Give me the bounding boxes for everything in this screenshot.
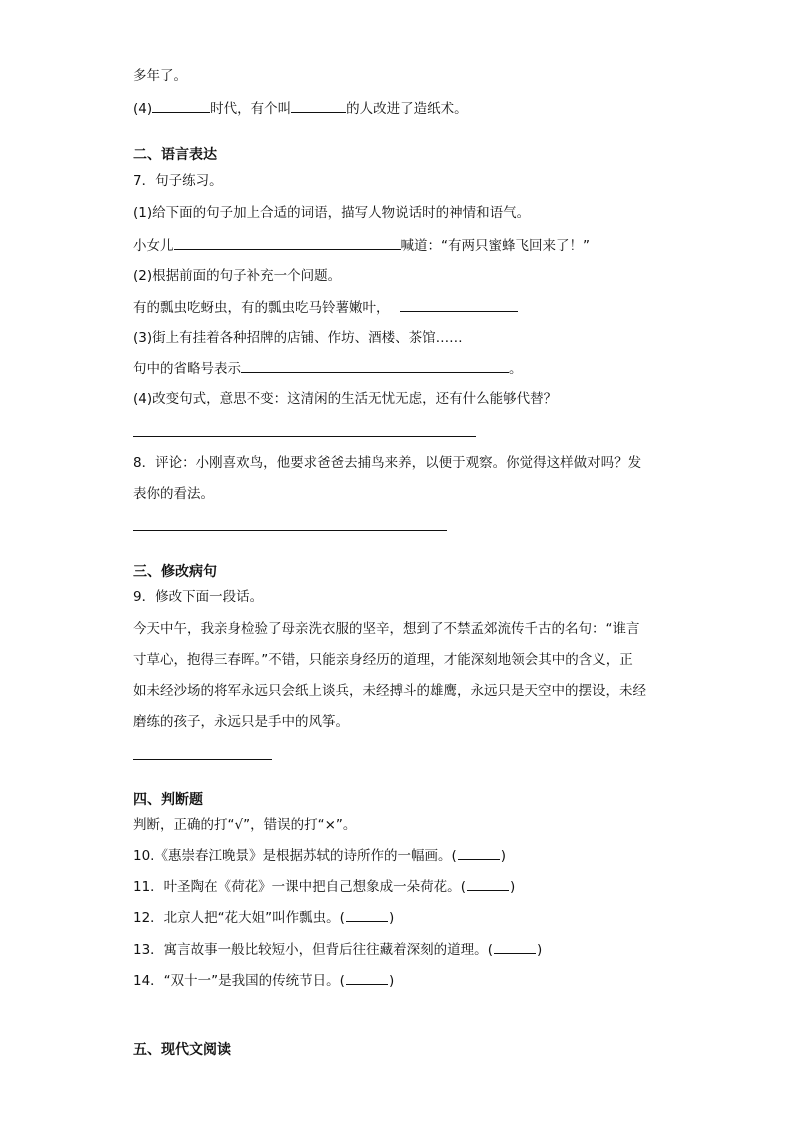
paragraph-line: 磨练的孩子，永远只是手中的风筝。 [133,714,349,730]
text: ( [339,973,345,989]
text: 有的瓢虫吃蚜虫，有的瓢虫吃马铃薯嫩叶， [133,300,390,316]
text: 时代，有个叫 [210,101,292,117]
section-heading: 三、修改病句 [133,564,217,580]
question-text: (1)给下面的句子加上合适的词语，描写人物说话时的神情和语气。 [133,205,531,221]
text: 12．北京人把“花大姐”叫作瓢虫。 [133,910,340,926]
judgement-item [133,908,394,928]
section-heading: 五、现代文阅读 [133,1042,231,1058]
section-heading: 二、语言表达 [133,147,217,163]
text: 14．“双十一”是我国的传统节日。 [133,973,340,989]
question-title: 9．修改下面一段话。 [133,589,264,605]
answer-line[interactable] [133,436,476,437]
text: 小女儿 [133,238,174,254]
text-line [133,66,187,86]
q7-1-line [133,235,590,256]
paragraph-line: 今天中午，我亲身检验了母亲洗衣服的坚辛，想到了不禁孟郊流传千古的名句：“谁言 [133,621,640,637]
question-text: (4)改变句式，意思不变：这清闲的生活无忧无虑，还有什么能够代替？ [133,391,558,407]
paragraph-line: 寸草心，抱得三春晖。”不错，只能亲身经历的道理，才能深刻地领会其中的含义，正 [133,652,633,668]
answer-blank[interactable] [400,297,518,312]
text: 11．叶圣陶在《荷花》一课中把自己想象成一朵荷花。 [133,879,461,895]
text: 。 [509,361,523,377]
text: ) [388,910,395,926]
text: ( [339,910,345,926]
text: ( [460,879,466,895]
judgement-item [133,877,515,897]
answer-line[interactable] [133,530,447,531]
q6-4-line [133,98,468,119]
answer-blank[interactable] [467,877,509,891]
text: 多年了。 [133,68,187,84]
question-text: (2)根据前面的句子补充一个问题。 [133,268,342,284]
instruction: 判断，正确的打“√”，错误的打“×”。 [133,817,357,833]
answer-blank[interactable] [241,358,509,373]
answer-blank[interactable] [291,98,346,113]
judgement-item [133,846,506,866]
q7-3-line [133,358,523,379]
answer-blank[interactable] [152,98,210,113]
text: ) [388,973,395,989]
text: 句中的省略号表示 [133,361,241,377]
answer-blank[interactable] [174,235,401,250]
section-heading: 四、判断题 [133,792,203,808]
answer-blank[interactable] [458,846,500,860]
answer-blank[interactable] [346,971,388,985]
question-text: 8．评论：小刚喜欢鸟，他要求爸爸去捕鸟来养，以便于观察。你觉得这样做对吗？发 [133,455,642,471]
judgement-item [133,971,394,991]
text: (4) [133,101,153,117]
answer-line[interactable] [133,759,272,760]
text: ) [509,879,516,895]
paragraph-line: 如未经沙场的将军永远只会纸上谈兵，未经搏斗的雄鹰，永远只是天空中的摆设，未经 [133,683,646,699]
text: 13．寓言故事一般比较短小，但背后往往藏着深刻的道理。 [133,942,488,958]
text: 的人改进了造纸术。 [346,101,468,117]
answer-blank[interactable] [494,940,536,954]
text: ( [487,942,493,958]
judgement-item [133,940,542,960]
answer-blank[interactable] [346,908,388,922]
q7-2-line [133,297,518,318]
question-text: 表你的看法。 [133,486,214,502]
text: ) [500,848,507,864]
text: ( [451,848,457,864]
text: ) [536,942,543,958]
text: 喊道：“有两只蜜蜂飞回来了！” [400,238,590,254]
question-title: 7．句子练习。 [133,173,223,189]
text: 10.《惠崇春江晚景》是根据苏轼的诗所作的一幅画。 [133,848,452,864]
question-text: (3)街上有挂着各种招牌的店铺、作坊、酒楼、茶馆…… [133,330,463,346]
